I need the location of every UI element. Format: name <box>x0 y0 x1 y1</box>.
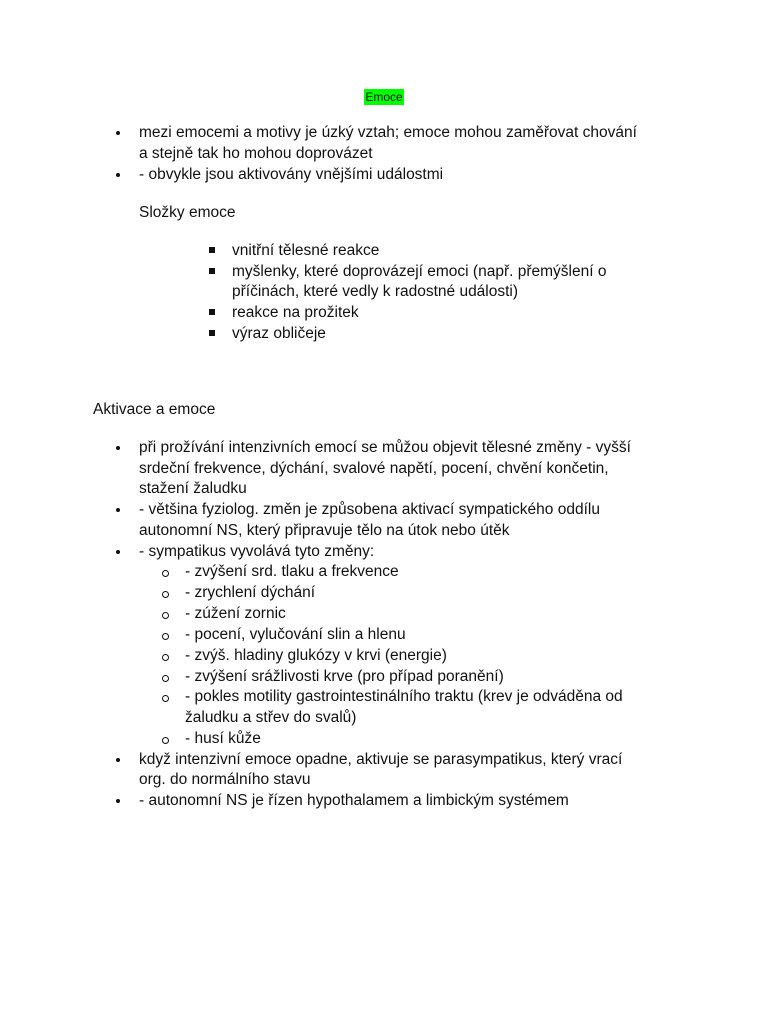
list-item-text: srdeční frekvence, dýchání, svalové napětí, pocení, chvění končetin, <box>139 460 609 477</box>
document-title: Emoce <box>365 90 403 104</box>
bullet-circle <box>162 561 170 582</box>
bullet-dot <box>116 749 122 770</box>
list-item-text: - obvykle jsou aktivovány vnějšími událostmi <box>139 166 444 183</box>
bullet-square <box>209 302 217 323</box>
bullet-circle <box>162 666 170 687</box>
list-item-text: - většina fyziolog. změn je způsobena aktivací sympatického oddílu <box>139 501 600 518</box>
list-item-text: - pokles motility gastrointestinálního traktu (krev je odváděna od <box>185 688 623 705</box>
list-item-text: příčinách, které vedly k radostné události) <box>232 283 519 300</box>
bullet-dot <box>116 164 122 185</box>
list-item-text: když intenzivní emoce opadne, aktivuje se parasympatikus, který vrací <box>139 751 623 768</box>
bullet-square <box>209 323 217 344</box>
bullet-circle <box>162 728 170 749</box>
list-item-text: autonomní NS, který připravuje tělo na útok nebo útěk <box>139 522 510 539</box>
list-item-text: - zvýš. hladiny glukózy v krvi (energie) <box>185 647 447 664</box>
list-item-text: - zúžení zornic <box>185 605 286 622</box>
bullet-circle <box>162 686 170 707</box>
bullet-dot <box>116 437 122 458</box>
list-item-text: vnitřní tělesné reakce <box>232 242 380 259</box>
title-container <box>0 88 768 106</box>
list-item-text: org. do normálního stavu <box>139 771 311 788</box>
bullet-dot <box>116 122 122 143</box>
bullet-circle <box>162 582 170 603</box>
list-item-text: - autonomní NS je řízen hypothalamem a limbickým systémem <box>139 792 569 809</box>
list-item-text: - zvýšení srd. tlaku a frekvence <box>185 563 399 580</box>
list-item-text: myšlenky, které doprovázejí emoci (např. přemýšlení o <box>232 263 607 280</box>
list-item-text: a stejně tak ho mohou doprovázet <box>139 145 373 162</box>
list-item-text: žaludku a střev do svalů) <box>185 709 357 726</box>
bullet-circle <box>162 603 170 624</box>
bullet-square <box>209 240 217 261</box>
list-item-text: - pocení, vylučování slin a hlenu <box>185 626 406 643</box>
section-heading: Aktivace a emoce <box>93 401 216 418</box>
list-item-text: - husí kůže <box>185 730 261 747</box>
list-item-text: - zvýšení srážlivosti krve (pro případ poranění) <box>185 668 504 685</box>
list-item-text: reakce na prožitek <box>232 304 359 321</box>
list-item-text: stažení žaludku <box>139 480 247 497</box>
bullet-dot <box>116 541 122 562</box>
bullet-dot <box>116 790 122 811</box>
bullet-square <box>209 261 217 282</box>
list-item-text: mezi emocemi a motivy je úzký vztah; emoce mohou zaměřovat chování <box>139 124 637 141</box>
list-item-text: při prožívání intenzivních emocí se můžou objevit tělesné změny - vyšší <box>139 439 631 456</box>
list-item-text: výraz obličeje <box>232 325 326 342</box>
bullet-circle <box>162 645 170 666</box>
bullet-circle <box>162 624 170 645</box>
list-item-text: - zrychlení dýchání <box>185 584 316 601</box>
subheading: Složky emoce <box>139 204 236 221</box>
bullet-dot <box>116 499 122 520</box>
list-item-text: - sympatikus vyvolává tyto změny: <box>139 543 375 560</box>
